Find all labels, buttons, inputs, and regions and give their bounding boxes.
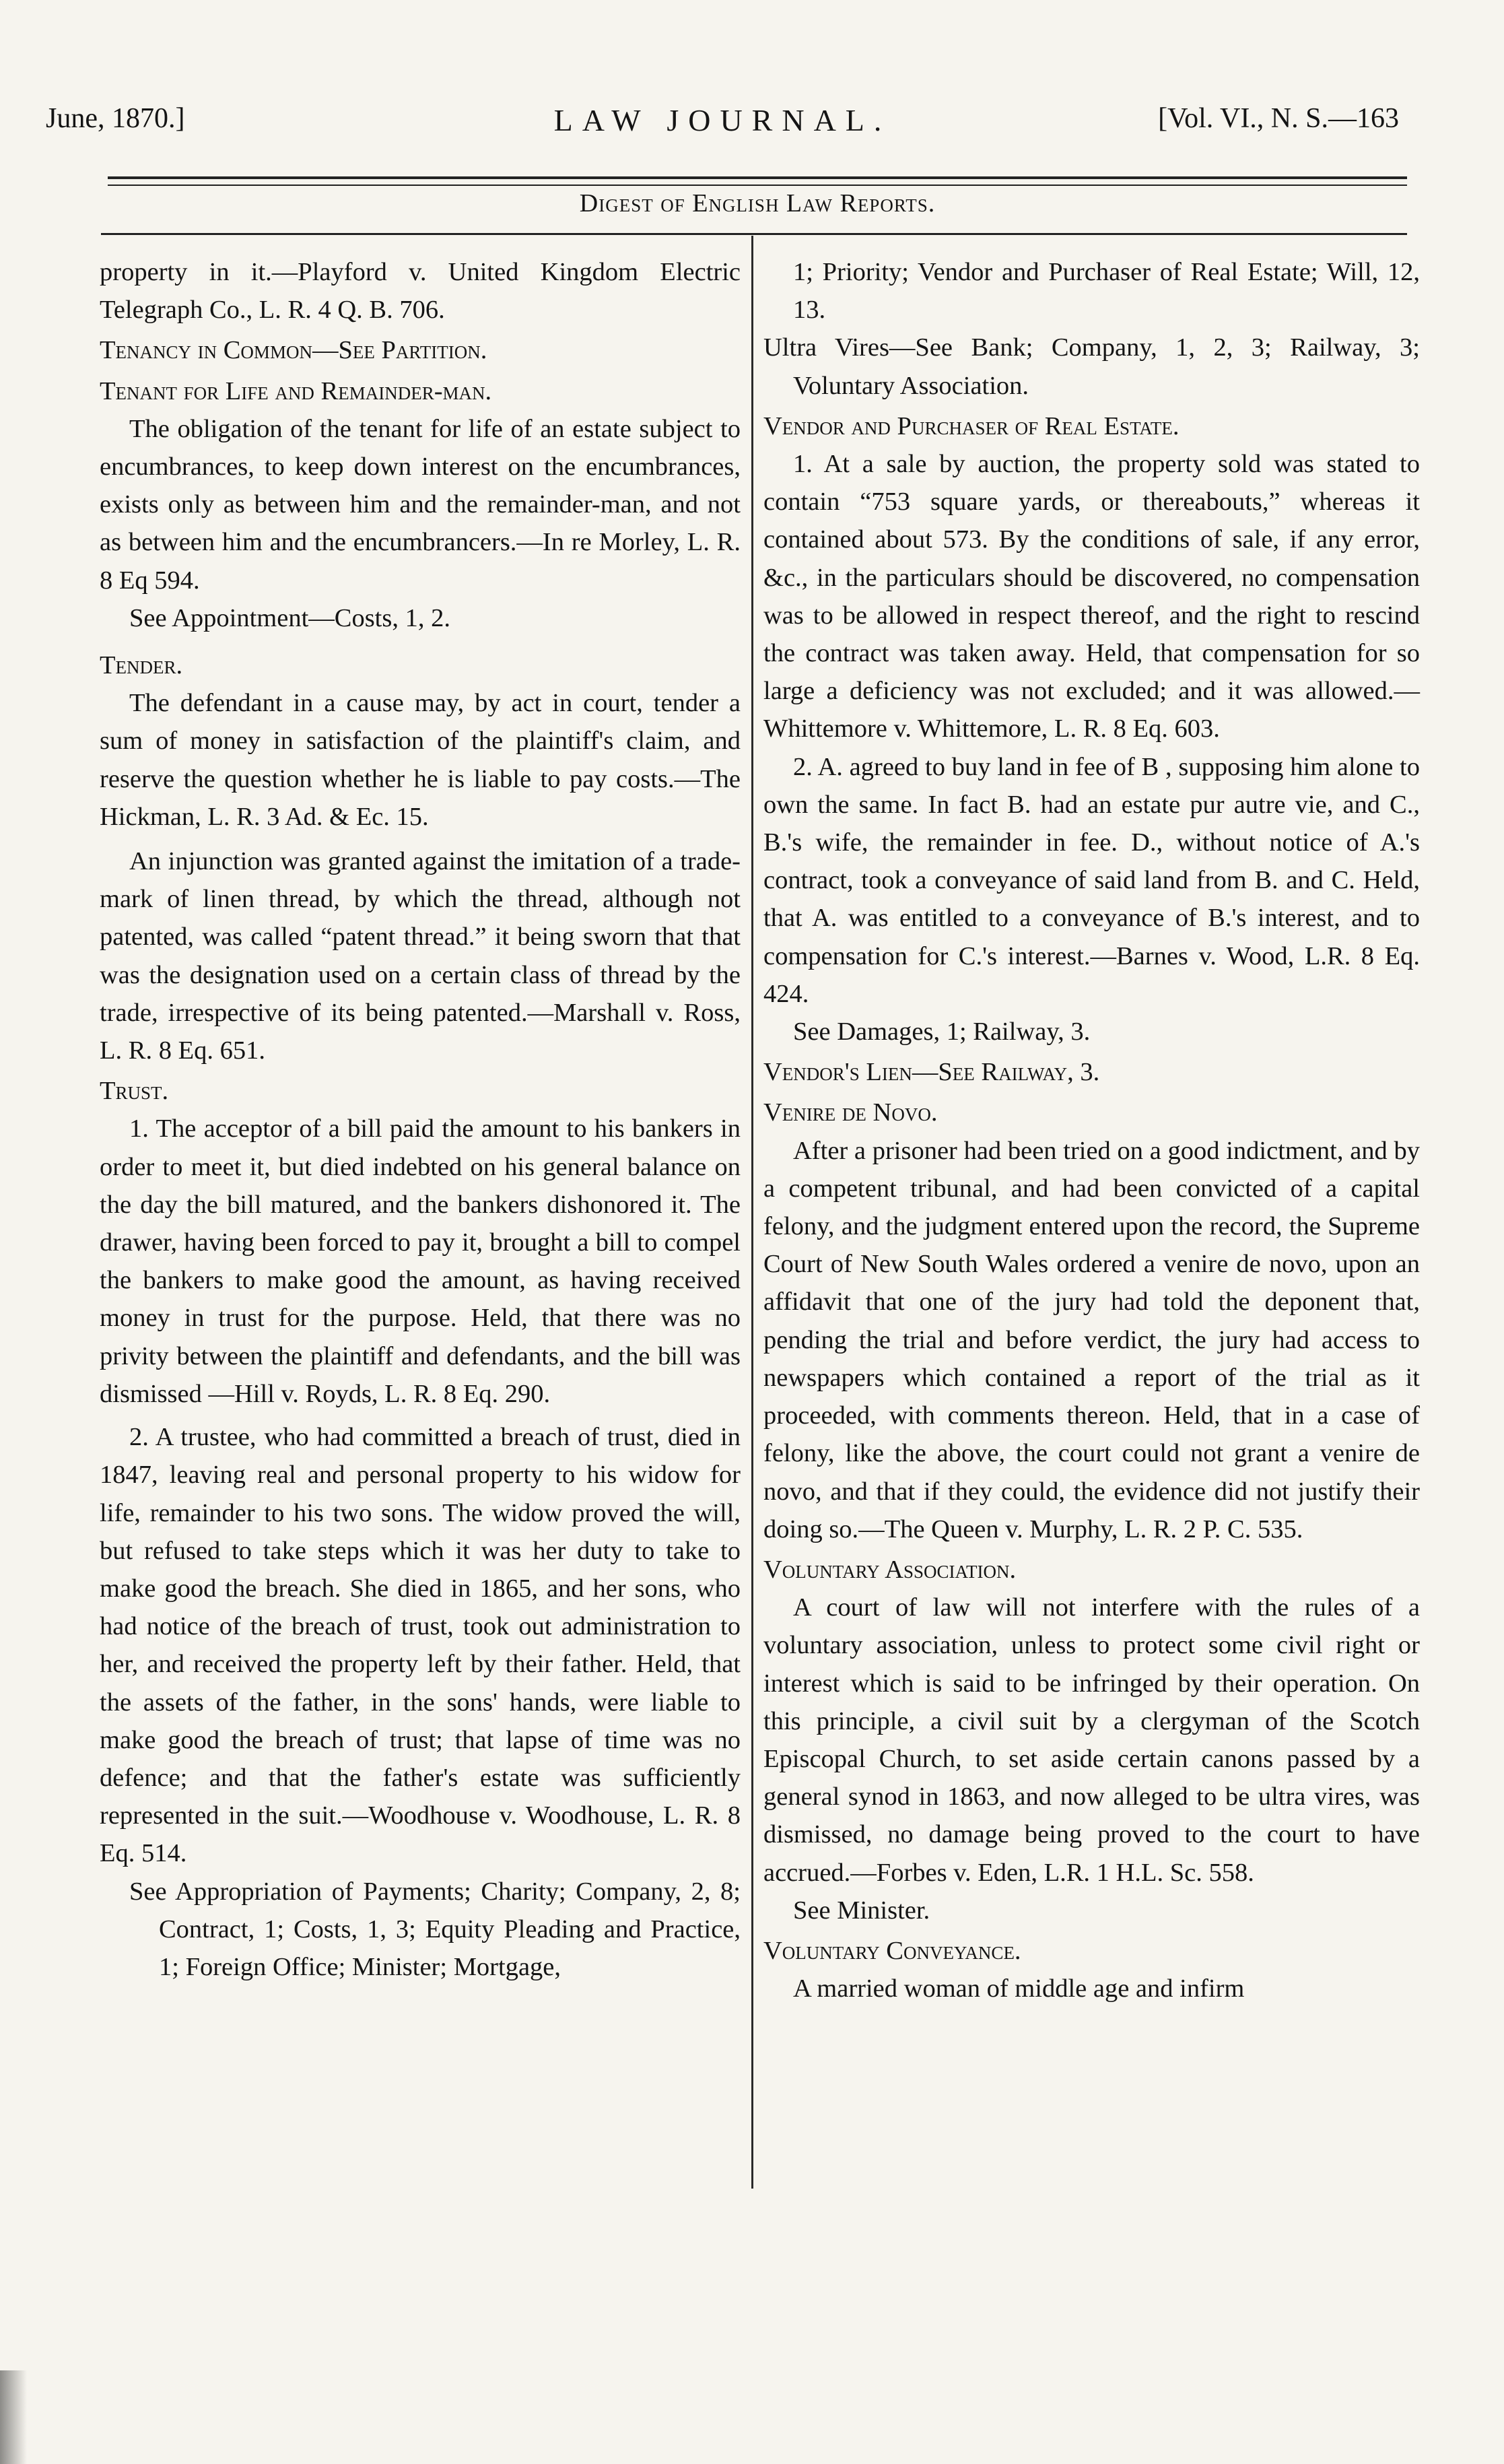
entry-heading: Voluntary Conveyance. [763, 1936, 1021, 1965]
journal-title: LAW JOURNAL. [553, 103, 891, 137]
entry-text: 2. A trustee, who had committed a breach of trust, died in 1847, leaving real and personal property to his widow for life, remainder to his two sons. The widow proved the will, but refused to take steps which it was her duty to take to make good the breach. She died in 1865, and her sons, who had notice of the breach of trust, took out administration to her, and received the property left by their father. Held, that the assets of the father, in the sons' hands, were liable to make good the breach of trust; that lapse of time was no defence; and that the father's estate was sufficiently represented in the suit.—Woodhouse v. Woodhouse, L. R. 8 Eq. 514. [100, 1423, 741, 1868]
entry-heading: Tenancy in Common—See Partition. [100, 336, 487, 365]
entry-heading: Vendor's Lien—See Railway, 3. [763, 1058, 1100, 1087]
left-column [100, 253, 741, 1986]
entry-text: A married woman of middle age and infirm [793, 1974, 1245, 2003]
scan-shadow [0, 2370, 27, 2464]
entry-text: After a prisoner had been tried on a good indictment, and by a competent tribunal, and had been convicted of a capital felony, and the judgment entered upon the record, the Supreme Court of New South Wales ordered a venire de novo, upon an affidavit that one of the jury had told the deponent that, pending the trial and before verdict, the jury had access to newspapers which contained a report of the trial as it proceeded, with comments thereon. Held, that in a case of felony, like the above, the court could not grant a venire de novo, and that if they could, the evidence did not justify their doing so.—The Queen v. Murphy, L. R. 2 P. C. 535. [763, 1136, 1420, 1543]
entry-heading: Ultra Vires—See Bank; Company, 1, 2, 3; Railway, 3; Voluntary Association. [763, 333, 1420, 400]
entry-heading: Voluntary Association. [763, 1555, 1017, 1584]
entry-text: A court of law will not interfere with the rules of a voluntary association, unless to protect some civil right or interest which is said to be infringed by their operation. On this principle, a civil suit by a clergyman of the Scotch Episcopal Church, to set aside certain canons passed by a general synod in 1863, and now alleged to be ultra vires, was dismissed, no damage being proved to the court to have accrued.—Forbes v. Eden, L.R. 1 H.L. Sc. 558. [763, 1593, 1420, 1887]
entry-heading: Vendor and Purchaser of Real Estate. [763, 411, 1180, 440]
see-reference: See Damages, 1; Railway, 3. [793, 1018, 1091, 1046]
entry-text: An injunction was granted against the imitation of a trade-mark of linen thread, by which the thread, although not patented, was called “patent thread.” it being sworn that that was the designation used on a certain class of thread by the trade, irrespective of its being patented.—Marshall v. Ross, L. R. 8 Eq. 651. [100, 847, 741, 1065]
entry-heading: Trust. [100, 1077, 169, 1106]
column-divider [751, 236, 753, 2189]
header-rule-thin [108, 185, 1407, 186]
see-reference: See Minister. [793, 1896, 930, 1925]
entry-text: property in it.—Playford v. United Kingdom Electric Telegraph Co., L. R. 4 Q. B. 706. [100, 258, 741, 325]
entry-text: The defendant in a cause may, by act in court, tender a sum of money in satisfaction of the plaintiff's claim, and reserve the question whether he is liable to pay costs.—The Hickman, L. R. 3 Ad. & Ec. 15. [100, 689, 741, 831]
see-reference: See Appropriation of Payments; Charity; Company, 2, 8; Contract, 1; Costs, 1, 3; Equity Pleading and Practice, 1; Foreign Office; Minister; Mortgage, [129, 1877, 741, 1981]
see-reference: See Appointment—Costs, 1, 2. [129, 603, 450, 632]
entry-text: The obligation of the tenant for life of an estate subject to encumbrances, to keep down interest on the encumbrances, exists only as between him and the remainder-man, and not as between him and the encumbrancers.—In re Morley, L. R. 8 Eq 594. [100, 414, 741, 595]
issue-date: June, 1870.] [46, 103, 185, 134]
section-rule [101, 233, 1407, 235]
entry-heading: Tenant for Life and Remainder-man. [100, 376, 492, 405]
entry-heading: Tender. [100, 651, 183, 680]
see-reference: 1; Priority; Vendor and Purchaser of Real Estate; Will, 12, 13. [793, 258, 1420, 325]
entry-heading: Venire de Novo. [763, 1098, 938, 1127]
right-column [763, 253, 1420, 2007]
entry-text: 2. A. agreed to buy land in fee of B , supposing him alone to own the same. In fact B. had an estate pur autre vie, and C., B.'s wife, the remainder in fee. D., without notice of A.'s contract, took a conveyance of said land from B. and C. Held, that A. was entitled to a conveyance of B.'s interest, and to compensation for C.'s interest.—Barnes v. Wood, L.R. 8 Eq. 424. [763, 752, 1420, 1008]
entry-text: 1. At a sale by auction, the property sold was stated to contain “753 square yards, or thereabouts,” whereas it contained about 573. By the conditions of sale, if any error, &c., in the particulars should be discovered, no compensation was to be allowed in respect thereof, and the right to rescind the contract was taken away. Held, that compensation for so large a deficiency was not excluded; and it was allowed.—Whittemore v. Whittemore, L. R. 8 Eq. 603. [763, 450, 1420, 743]
header-rule [108, 176, 1407, 179]
running-head [46, 102, 1399, 143]
entry-text: 1. The acceptor of a bill paid the amount to his bankers in order to meet it, but died indebted on his general balance on the day the bill matured, and the bankers dishonored it. The drawer, having been forced to pay it, brought a bill to compel the bankers to make good the amount, as having received money in trust for the purpose. Held, that there was no privity between the plaintiff and defendants, and the bill was dismissed —Hill v. Royds, L. R. 8 Eq. 290. [100, 1114, 741, 1408]
section-title: Digest of English Law Reports. [579, 189, 936, 218]
volume-page: [Vol. VI., N. S.—163 [1158, 103, 1399, 134]
